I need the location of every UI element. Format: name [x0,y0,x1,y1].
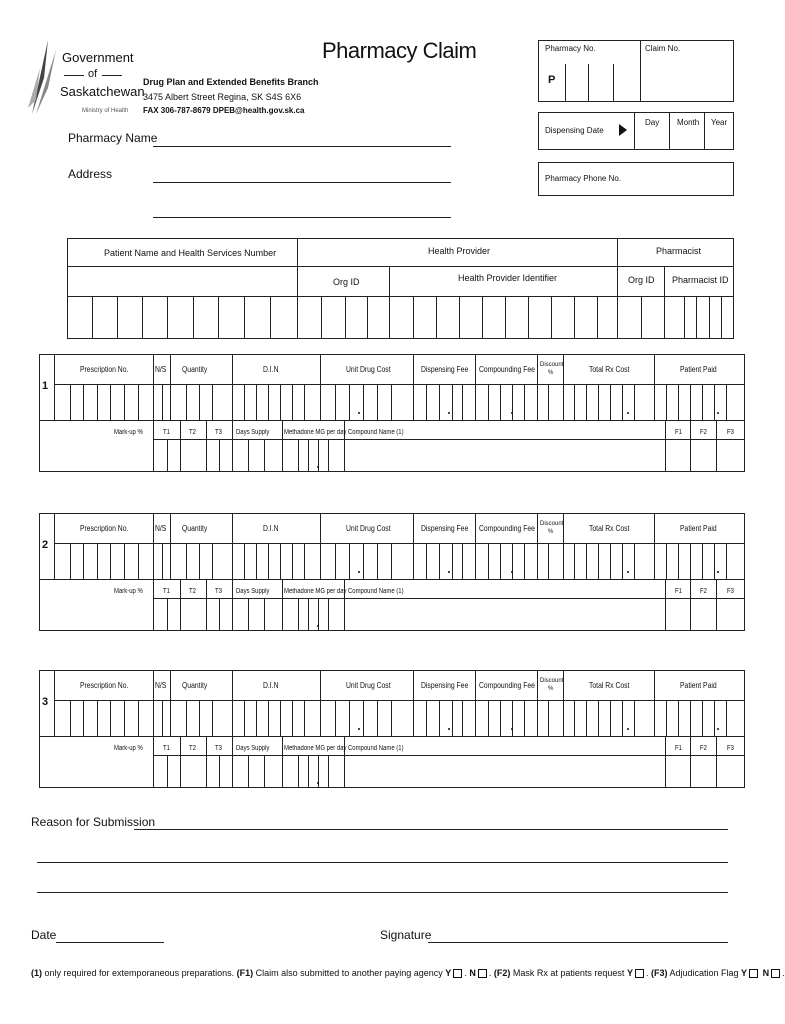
f3-yes-label: Y [741,968,748,978]
f2-col-label: F2 [700,588,707,595]
t3-label: T3 [215,588,222,595]
rx-entry-row2-3[interactable] [154,756,744,787]
compounding-fee-label: Compounding Fee [479,524,535,533]
signature-input[interactable] [428,928,732,943]
t3-label: T3 [215,745,222,752]
cell-divider [684,296,685,339]
logo-of: of [88,68,98,80]
discount-pct-label: % [548,370,554,376]
f3-label: (F3) [650,968,668,978]
rx-number-1: 1 [42,380,49,392]
cell-divider [721,296,722,339]
arrow-right-icon [619,124,627,136]
cell-divider [459,296,460,339]
unit-drug-cost-label: Unit Drug Cost [346,365,391,374]
patient-paid-label: Patient Paid [680,365,717,374]
f3-text: Adjudication Flag [669,968,739,978]
month-label: Month [677,118,700,127]
note1-text: only required for extemporaneous preparations. [44,968,235,978]
claim-no-label: Claim No. [645,44,681,53]
din-label: D.I.N [263,681,279,690]
t2-label: T2 [189,429,196,436]
note1-num: (1) [31,968,42,978]
reason-input-line2[interactable] [37,848,732,863]
compound-name-label: Compound Name (1) [348,429,404,436]
f2-col-label: F2 [700,745,707,752]
patient-paid-label: Patient Paid [680,524,717,533]
rx-entry-row-1[interactable] [55,385,744,419]
f3-yes-checkbox[interactable] [749,969,758,978]
f1-col-label: F1 [675,429,682,436]
page-title: Pharmacy Claim [322,38,477,63]
cell-divider [528,296,529,339]
year-label: Year [711,118,728,127]
provider-identifier-header: Health Provider Identifier [458,273,558,283]
discount-pct-label: % [548,686,554,692]
f1-no-checkbox[interactable] [478,969,487,978]
logo-saskatchewan: Saskatchewan [60,84,145,99]
logo-mark-icon [26,38,62,116]
quantity-label: Quantity [182,524,208,533]
cell-divider [696,296,697,339]
t1-label: T1 [163,588,170,595]
cell-divider [641,296,642,339]
patient-paid-label: Patient Paid [680,681,717,690]
cell-divider [321,296,322,339]
f3-col-label: F3 [727,588,734,595]
cell-divider [218,296,219,339]
pharmacy-no-field[interactable] [565,64,640,102]
f1-no-label: N [469,968,476,978]
markup-label: Mark-up % [114,745,143,752]
dispensing-date-label: Dispensing Date [545,126,604,135]
rx-entry-row2-1[interactable] [154,440,744,471]
f2-yes-checkbox[interactable] [635,969,644,978]
f2-text: Mask Rx at patients request [512,968,625,978]
dispensing-fee-label: Dispensing Fee [421,365,469,374]
reason-input-line1[interactable] [134,815,732,830]
address-input-line1[interactable] [153,168,455,183]
quantity-label: Quantity [182,681,208,690]
address-input-line2[interactable] [153,203,455,218]
cell-divider [244,296,245,339]
compounding-fee-label: Compounding Fee [479,365,535,374]
claim-no-field[interactable] [641,54,733,101]
discount-label: Discount [540,362,564,368]
total-rx-cost-label: Total Rx Cost [589,365,630,374]
branch-address: 3475 Albert Street Regina, SK S4S 6X6 [143,92,302,102]
methadone-label: Methadone MG per day [284,745,347,752]
cell-divider [367,296,368,339]
cell-divider [436,296,437,339]
logo-government: Government [62,50,134,65]
cell-divider [597,296,598,339]
cell-divider [574,296,575,339]
f1-yes-checkbox[interactable] [453,969,462,978]
f1-text: Claim also submitted to another paying agency [255,968,443,978]
days-supply-label: Days Supply [236,429,270,436]
t2-label: T2 [189,588,196,595]
rx-number-3: 3 [42,696,49,708]
signature-label: Signature [380,928,432,942]
logo [26,38,145,118]
quantity-label: Quantity [182,365,208,374]
f3-no-checkbox[interactable] [771,969,780,978]
methadone-label: Methadone MG per day [284,429,347,436]
f3-col-label: F3 [727,429,734,436]
cell-divider [345,296,346,339]
day-field[interactable] [635,128,669,149]
markup-label: Mark-up % [114,429,143,436]
date-input[interactable] [56,928,168,943]
compound-name-label: Compound Name (1) [348,745,404,752]
rx-row-line [39,420,745,421]
cell-divider [505,296,506,339]
ns-label: N/S [155,681,167,690]
cell-divider [551,296,552,339]
unit-drug-cost-label: Unit Drug Cost [346,524,391,533]
rx-row-line [39,579,745,580]
branch-name: Drug Plan and Extended Benefits Branch [143,77,319,87]
f2-label: (F2) [493,968,511,978]
pharmacy-no-label: Pharmacy No. [545,44,596,53]
cell-divider [413,296,414,339]
dispensing-fee-label: Dispensing Fee [421,681,469,690]
pharmacy-name-input[interactable] [153,132,455,147]
rx-entry-row-2[interactable] [55,544,744,578]
f1-yes-label: Y [445,968,452,978]
markup-label: Mark-up % [114,588,143,595]
patient-header: Patient Name and Health Services Number [104,248,277,258]
t3-label: T3 [215,429,222,436]
logo-ministry: Ministry of Health [82,108,129,114]
f2-yes-label: Y [626,968,633,978]
pharmacy-name-label: Pharmacy Name [68,131,158,145]
days-supply-label: Days Supply [236,588,270,595]
f3-no-label: N [762,968,770,978]
pharmacist-header: Pharmacist [656,246,702,256]
cell-divider [167,296,168,339]
health-provider-header: Health Provider [428,246,491,256]
org-id-header: Org ID [333,277,360,287]
pharmacist-id-header: Pharmacist ID [672,275,729,285]
footnote: (1) only required for extemporaneous preparations. (F1) Claim also submitted to another paying agency Y . N . (F2) Mask Rx at patients request Y . (F3) Adjudication Flag Y N . [31,968,785,978]
f3-col-label: F3 [727,745,734,752]
cell-divider [482,296,483,339]
month-field[interactable] [670,128,704,149]
rx-row-line [39,736,745,737]
unit-drug-cost-label: Unit Drug Cost [346,681,391,690]
rx-entry-row2-2[interactable] [154,599,744,630]
discount-label: Discount [540,678,564,684]
f1-col-label: F1 [675,745,682,752]
cell-divider [193,296,194,339]
f1-col-label: F1 [675,588,682,595]
t1-label: T1 [163,429,170,436]
discount-pct-label: % [548,529,554,535]
year-field[interactable] [705,128,733,149]
cell-divider [92,296,93,339]
pharmacist-org-id-header: Org ID [628,275,655,285]
days-supply-label: Days Supply [236,745,270,752]
methadone-label: Methadone MG per day [284,588,347,595]
rx-number-2: 2 [42,539,49,551]
ns-label: N/S [155,365,167,374]
cell-divider [142,296,143,339]
t1-label: T1 [163,745,170,752]
total-rx-cost-label: Total Rx Cost [589,681,630,690]
day-label: Day [645,118,660,127]
t2-label: T2 [189,745,196,752]
din-label: D.I.N [263,524,279,533]
branch-contact: FAX 306-787-8679 DPEB@health.gov.sk.ca [143,106,305,115]
total-rx-cost-label: Total Rx Cost [589,524,630,533]
compound-name-label: Compound Name (1) [348,588,404,595]
dispensing-fee-label: Dispensing Fee [421,524,469,533]
compounding-fee-label: Compounding Fee [479,681,535,690]
prescription-no-label: Prescription No. [80,365,129,374]
cell-divider [117,296,118,339]
cell-divider [709,296,710,339]
date-label: Date [31,928,57,942]
pharmacy-phone-label: Pharmacy Phone No. [545,174,622,183]
cell-divider [270,296,271,339]
address-label: Address [68,167,113,181]
reason-input-line3[interactable] [37,878,732,893]
pharmacy-no-prefix: P [548,74,556,86]
prescription-no-label: Prescription No. [80,681,129,690]
f2-col-label: F2 [700,429,707,436]
prescription-no-label: Prescription No. [80,524,129,533]
f1-label: (F1) [236,968,254,978]
rx-entry-row-3[interactable] [55,701,744,735]
reason-label: Reason for Submission [31,815,156,829]
ns-label: N/S [155,524,167,533]
discount-label: Discount [540,521,564,527]
din-label: D.I.N [263,365,279,374]
